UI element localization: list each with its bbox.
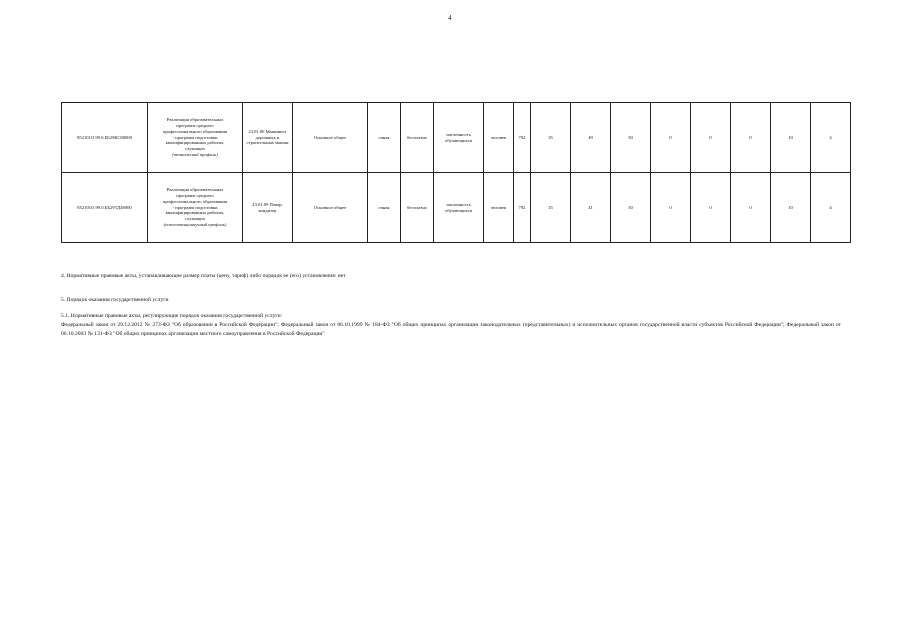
specialty: 43.01.09 Повар, кондитер: [243, 173, 293, 243]
section-5-1-text: Федеральный закон от 29.12.2012 № 273-ФЗ "Об образовании в Российской Федерации"; Федеральный закон от 06.10.1999 № 184-ФЗ "Об общих принципах организации законодательных (представительных) и исполнительных органов государственной власти субъектов Российской Федерации"; Федеральный закон от 06.10.2003 № 131-ФЗ "Об общих принципах организации местного самоуправления в Российской Федерации": [61, 321, 841, 337]
section-5-1-heading: 5.1. Нормативные правовые акты, регулирующие порядок оказания государственной услуги:: [61, 313, 283, 319]
okei-code: 792: [514, 173, 531, 243]
study-form: очная: [368, 103, 401, 173]
value-cell: 35: [531, 103, 571, 173]
value-cell: 4: [811, 173, 851, 243]
value-cell: 0: [651, 173, 691, 243]
value-cell: 49: [571, 103, 611, 173]
profile-note: (естественнонаучный профиль): [163, 222, 227, 228]
specialty: 23.01.06 Машинист дорожных и строительных машин: [243, 103, 293, 173]
value-cell: 0: [731, 173, 771, 243]
section-4-text: 4. Нормативные правовые акты, устанавливающие размер платы (цену, тариф) либо порядок ее (его) установления: нет: [61, 273, 346, 279]
profile-note: (технический профиль): [172, 152, 218, 158]
indicator-name: численность обучающихся: [434, 173, 484, 243]
payment-type: бесплатно: [401, 173, 434, 243]
value-cell: 35: [531, 173, 571, 243]
value-cell: 41: [571, 173, 611, 243]
value-cell: 0: [731, 103, 771, 173]
value-cell: 0: [691, 103, 731, 173]
education-standard: Основное общее: [293, 103, 368, 173]
value-cell: 50: [611, 103, 651, 173]
service-content: Реализация образовательных программ среднего профессионального образования - программ подготовки квалифицированных рабочих, служащих (технический профиль): [148, 103, 243, 173]
page-number: 4: [448, 14, 452, 22]
okei-code: 792: [514, 103, 531, 173]
registry-code: 852101О.99.0.ББ29ТД48000: [62, 173, 148, 243]
value-cell: 4: [811, 103, 851, 173]
registry-code: 852101О.99.0.ББ29КС80000: [62, 103, 148, 173]
value-cell: 0: [691, 173, 731, 243]
service-content: Реализация образовательных программ среднего профессионального образования - программ подготовки квалифицированных рабочих, служащих (естественнонаучный профиль): [148, 173, 243, 243]
value-cell: 10: [771, 103, 811, 173]
value-cell: 10: [771, 173, 811, 243]
value-cell: 50: [611, 173, 651, 243]
study-form: очная: [368, 173, 401, 243]
payment-type: бесплатно: [401, 103, 434, 173]
unit-name: человек: [484, 173, 514, 243]
table-row: [62, 103, 851, 173]
section-5-heading: 5. Порядок оказания государственной услуги: [61, 297, 169, 303]
value-cell: 0: [651, 103, 691, 173]
education-standard: Основное общее: [293, 173, 368, 243]
unit-name: человек: [484, 103, 514, 173]
section-5-1: [61, 312, 841, 339]
indicator-name: численность обучающихся: [434, 103, 484, 173]
service-volume-table: [61, 102, 851, 243]
table-row: [62, 173, 851, 243]
